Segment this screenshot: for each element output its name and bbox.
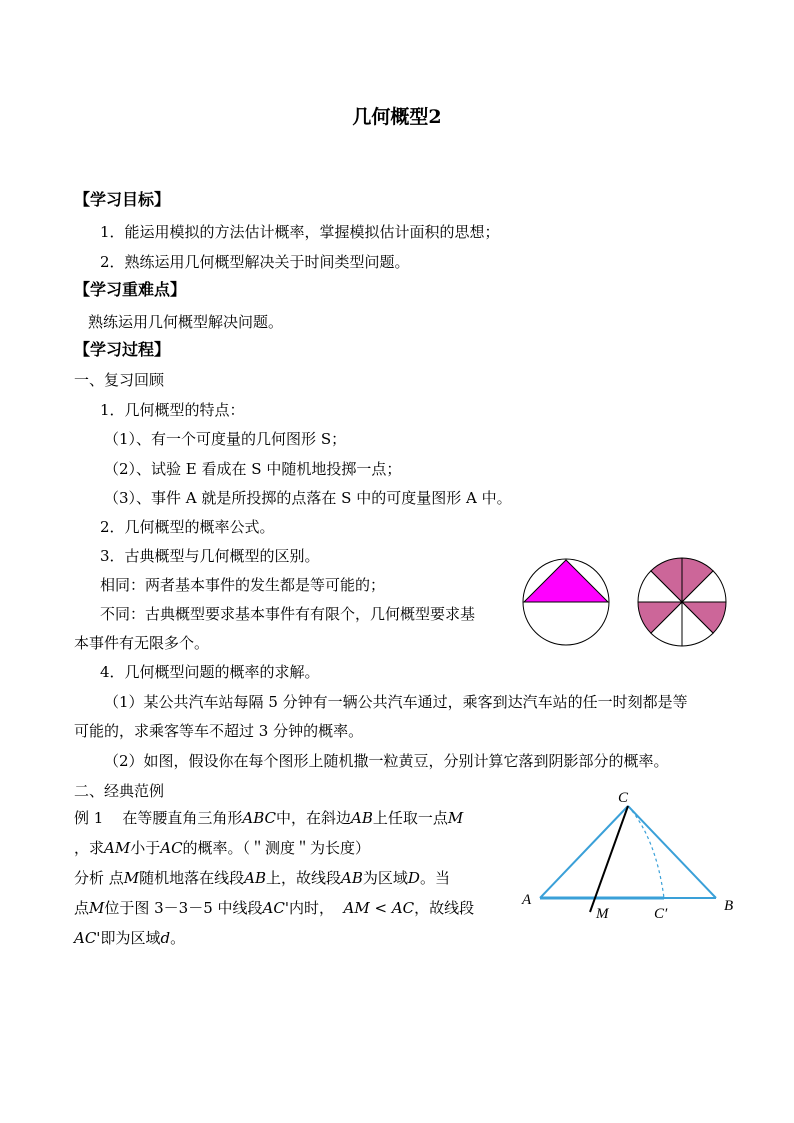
label-a: A <box>522 892 532 908</box>
page-title: 几何概型2 <box>352 106 442 128</box>
example-1-line-2: ，求AM小于AC的概率。（＂测度＂为长度） <box>74 839 371 857</box>
feature-title: 1．几何概型的特点： <box>100 401 245 419</box>
diff-text-line-1: 不同：古典概型要求基本事件有有限个，几何概型要求基 <box>100 605 476 623</box>
feature-item-1: （1）、有一个可度量的几何图形 S； <box>104 430 347 448</box>
objectives-heading: 【学习目标】 <box>74 190 171 209</box>
circle-triangle-figure <box>522 556 622 656</box>
circle-sectors-figure <box>636 556 736 656</box>
review-heading: 一、复习回顾 <box>74 371 165 389</box>
feature-item-2: （2）、试验 E 看成在 S 中随机地投掷一点； <box>104 460 402 478</box>
solve-title: 4．几何概型问题的概率的求解。 <box>100 663 320 681</box>
key-points-text: 熟练运用几何概型解决问题。 <box>88 313 284 331</box>
shaded-triangle <box>524 560 608 602</box>
examples-heading: 二、经典范例 <box>74 782 165 800</box>
analysis-line-3: AC'即为区域d。 <box>74 929 186 947</box>
side-ac <box>540 806 628 898</box>
label-b: B <box>724 898 734 914</box>
triangle-figure <box>516 786 746 926</box>
label-c-prime: C′ <box>654 906 668 922</box>
analysis-line-1: 分析 点M随机地落在线段AB上，故线段AB为区域D。当 <box>74 869 450 887</box>
question-1-line-2: 可能的，求乘客等车不超过 3 分钟的概率。 <box>74 722 364 740</box>
objective-item-1: 1．能运用模拟的方法估计概率，掌握模拟估计面积的思想； <box>100 223 500 241</box>
formula-item: 2．几何概型的概率公式。 <box>100 518 275 536</box>
label-c: C <box>618 790 629 806</box>
question-1-line-1: （1）某公共汽车站每隔 5 分钟有一辆公共汽车通过，乘客到达汽车站的任一时刻都是等 <box>104 693 688 711</box>
process-heading: 【学习过程】 <box>74 340 171 359</box>
arc-c-to-cprime <box>628 806 664 898</box>
example-label: 例 1 <box>74 809 104 827</box>
objective-item-2: 2．熟练运用几何概型解决关于时间类型问题。 <box>100 253 410 271</box>
example-1-line-1: 例 1 在等腰直角三角形ABC中，在斜边AB上任取一点M <box>74 809 464 827</box>
label-m: M <box>596 906 609 922</box>
key-points-heading: 【学习重难点】 <box>74 280 187 299</box>
question-2: （2）如图，假设你在每个图形上随机撒一粒黄豆，分别计算它落到阴影部分的概率。 <box>104 752 669 770</box>
segment-cm <box>590 806 628 912</box>
diff-text-line-2: 本事件有无限多个。 <box>74 634 210 652</box>
analysis-line-2: 点M位于图 3－3－5 中线段AC'内时， AM < AC，故线段 <box>74 899 475 917</box>
same-text: 相同：两者基本事件的发生都是等可能的； <box>100 576 386 594</box>
feature-item-3: （3）、事件 A 就是所投掷的点落在 S 中的可度量图形 A 中。 <box>104 489 512 507</box>
side-cb <box>628 806 716 898</box>
difference-title: 3．古典概型与几何概型的区别。 <box>100 547 320 565</box>
